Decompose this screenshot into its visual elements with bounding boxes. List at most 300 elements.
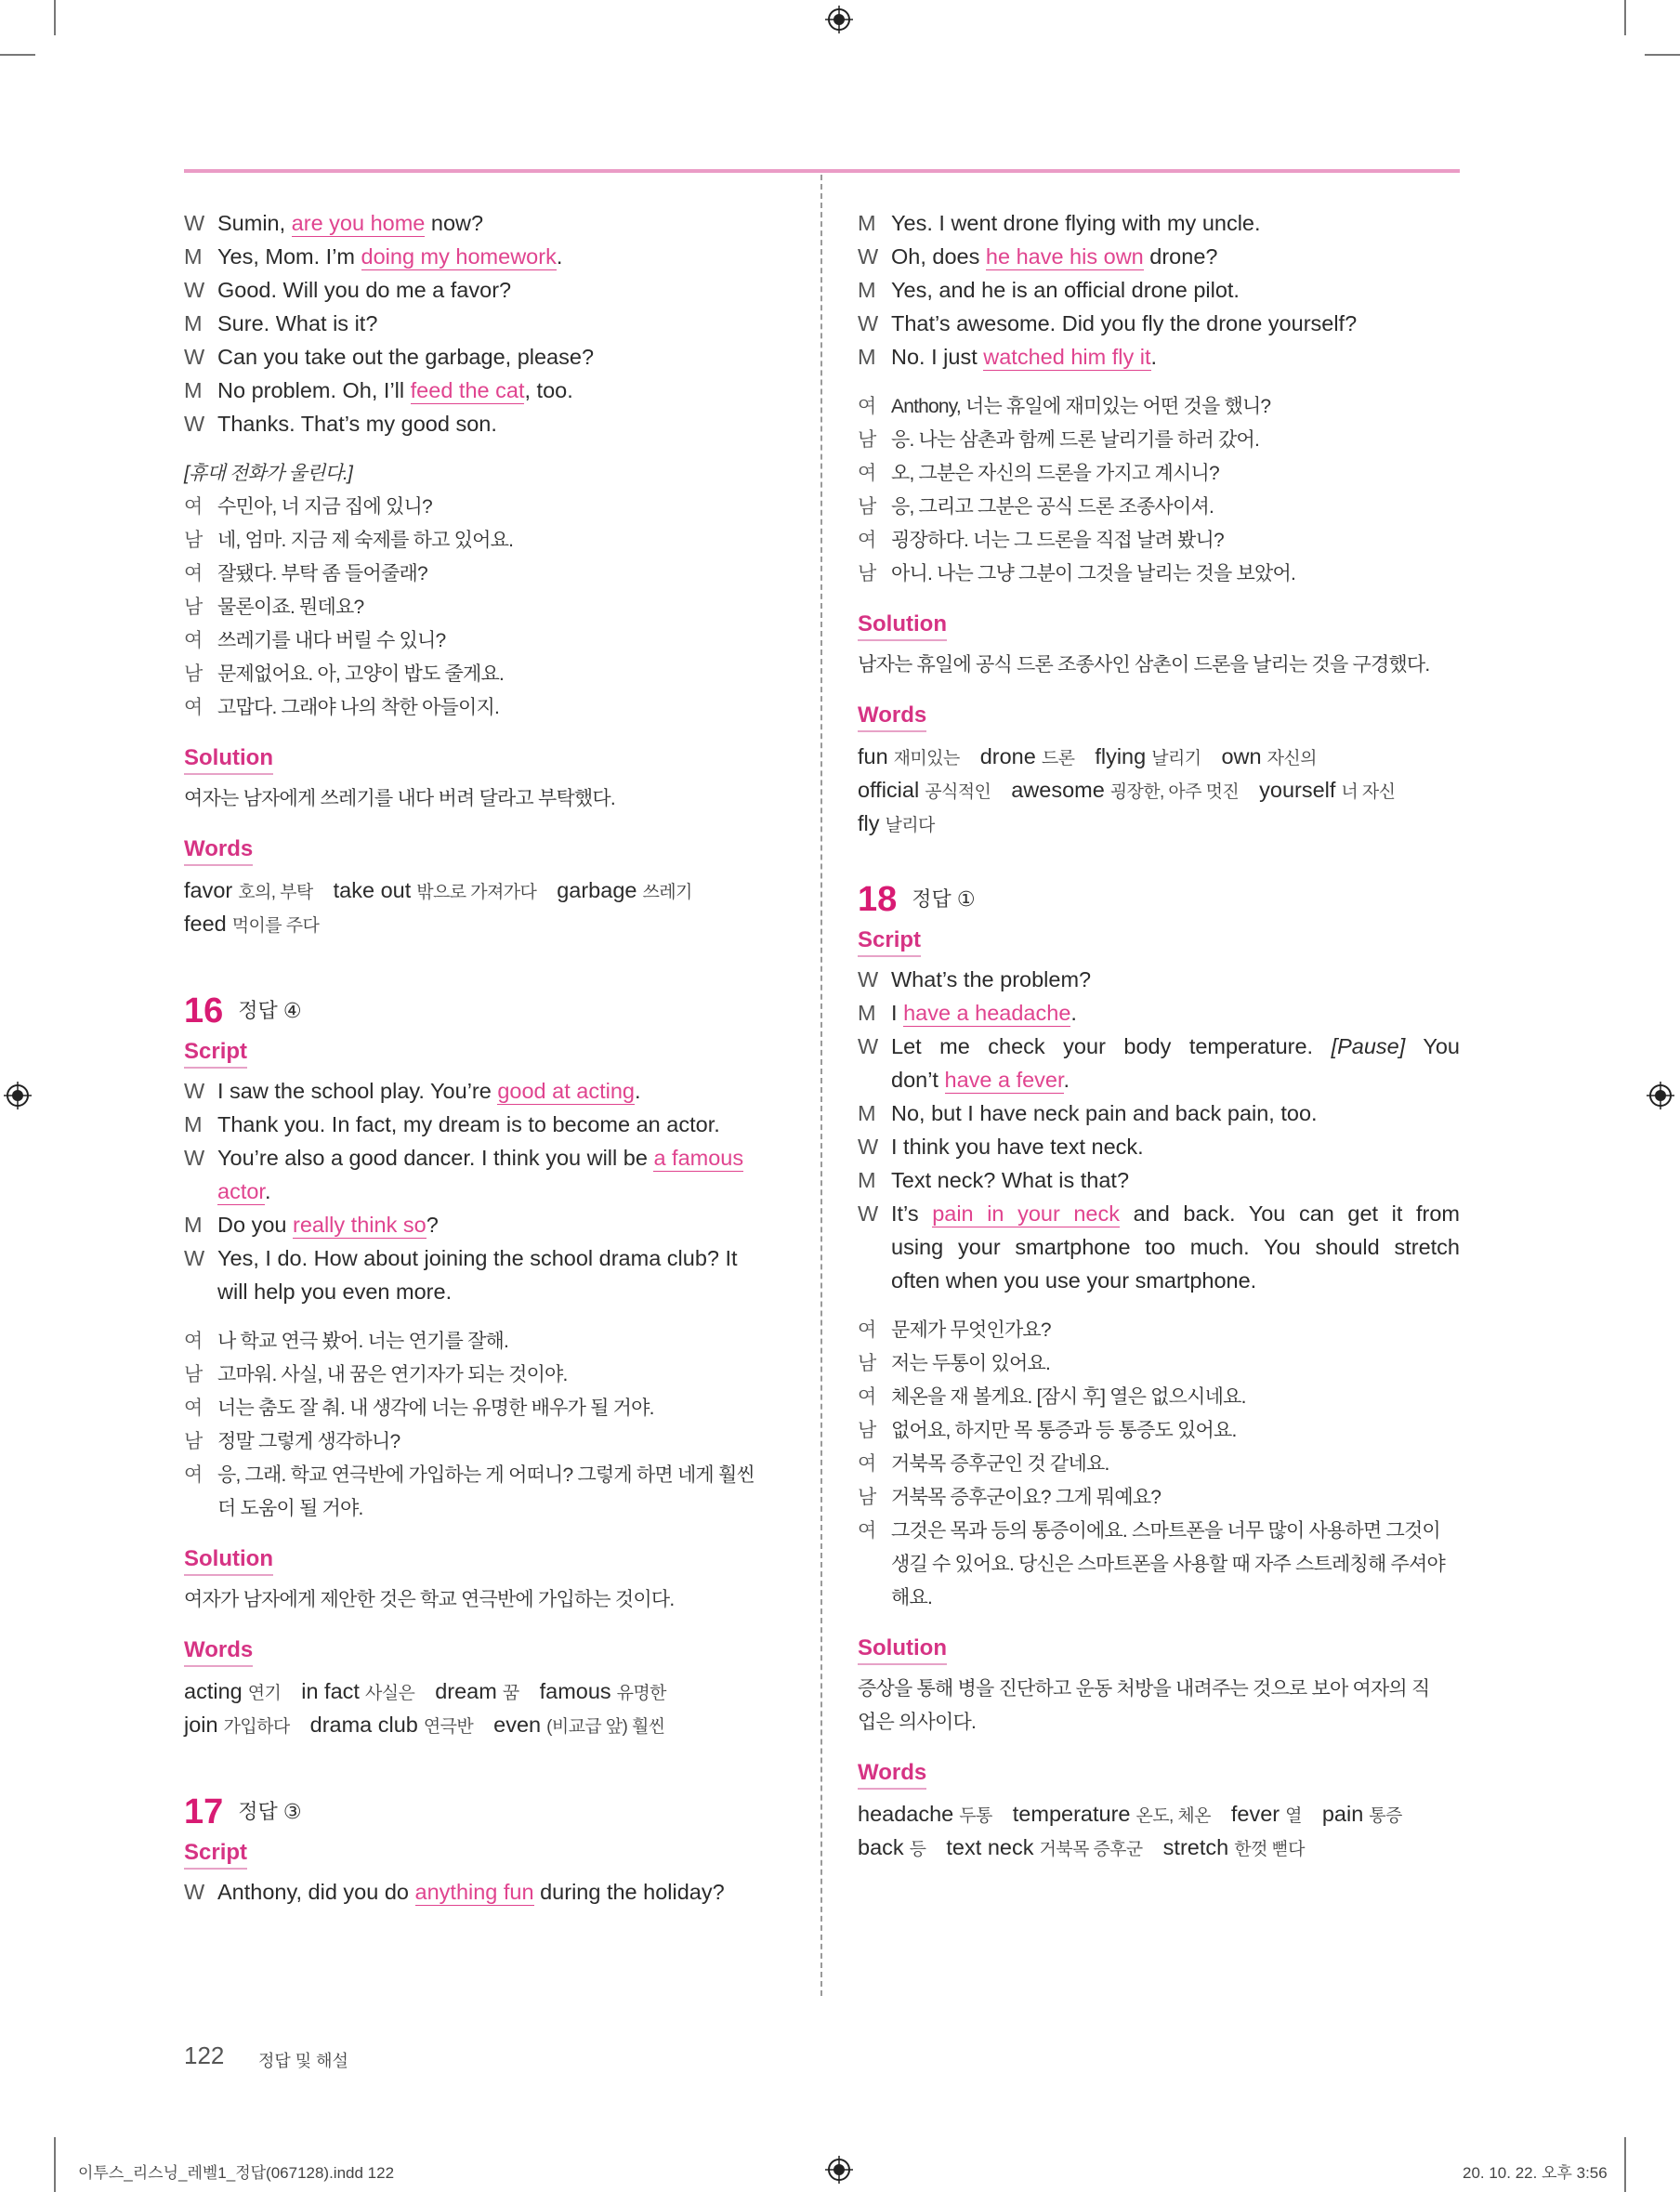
words-row — [184, 873, 786, 907]
q17-words-label: Words — [858, 702, 926, 732]
vocab-item — [1013, 1802, 1211, 1826]
speaker-label: W — [184, 1246, 205, 1270]
script-text: , too. — [524, 378, 573, 402]
vocab-word: text neck — [946, 1835, 1034, 1859]
translation-line — [184, 1325, 786, 1359]
translation-text: 물론이죠. 뭔데요? — [217, 597, 364, 618]
header-rule — [184, 169, 1460, 173]
speaker-label: 남 — [858, 563, 876, 584]
crop-mark — [1624, 2137, 1626, 2192]
q16-solution-label: Solution — [184, 1546, 273, 1576]
speaker-label: M — [858, 1101, 876, 1125]
script-text: . — [1063, 1068, 1070, 1092]
speaker-label: 여 — [858, 463, 876, 484]
vocab-word: fly — [858, 811, 880, 835]
translation-line — [184, 591, 786, 624]
q16-answer: 정답 ④ — [238, 999, 302, 1022]
speaker-label: W — [184, 345, 205, 369]
speaker-label: M — [858, 1168, 876, 1192]
words-row — [184, 1674, 786, 1708]
right-column — [858, 206, 1460, 1864]
script-text: . — [635, 1079, 641, 1103]
vocab-meaning: 연극반 — [423, 1717, 474, 1737]
script-text: No problem. Oh, I’ll — [217, 378, 411, 402]
vocab-word: stretch — [1162, 1835, 1229, 1859]
vocab-word: back — [858, 1835, 904, 1859]
q17-solution-label: Solution — [858, 611, 947, 641]
speaker-label: 여 — [858, 1386, 876, 1408]
vocab-word: feed — [184, 912, 227, 936]
vocab-word: acting — [184, 1679, 243, 1703]
q17-solution-text: 남자는 휴일에 공식 드론 조종사인 삼촌이 드론을 날리는 것을 구경했다. — [858, 654, 1430, 676]
script-text: Sumin, — [217, 211, 292, 235]
translation-line — [858, 424, 1460, 457]
speaker-label: W — [184, 412, 205, 436]
translation-line — [858, 1481, 1460, 1515]
vocab-meaning: 온도, 체온 — [1135, 1806, 1211, 1826]
script-text: will help you even more. — [217, 1280, 453, 1304]
script-line — [184, 1241, 786, 1275]
vocab-word: awesome — [1011, 778, 1105, 802]
translation-line — [858, 390, 1460, 424]
highlighted-phrase: are you home — [291, 211, 426, 235]
script-line — [858, 1264, 1460, 1297]
translation-text: 고마워. 사실, 내 꿈은 연기자가 되는 것이야. — [217, 1364, 568, 1385]
q17-number: 17 — [184, 1792, 224, 1831]
speaker-label: W — [184, 278, 205, 302]
script-text: I saw the school play. You’re — [217, 1079, 498, 1103]
speaker-label: M — [858, 211, 876, 235]
translation-line — [858, 1414, 1460, 1448]
vocab-item — [184, 878, 313, 902]
script-line — [858, 307, 1460, 340]
script-line — [184, 1275, 786, 1308]
highlighted-phrase: watched him fly it — [983, 345, 1151, 369]
script-text: That’s awesome. Did you fly the drone yourself? — [891, 311, 1358, 335]
script-text: now? — [425, 211, 484, 235]
script-text: Thank you. In fact, my dream is to become an actor. — [217, 1112, 720, 1136]
translation-line — [184, 658, 786, 691]
words-row — [184, 907, 786, 940]
script-line — [184, 1108, 786, 1141]
script-line — [184, 273, 786, 307]
vocab-item — [1095, 744, 1201, 768]
translation-text: 응, 그리고 그분은 공식 드론 조종사이셔. — [891, 496, 1214, 518]
script-text: Yes, and he is an official drone pilot. — [891, 278, 1240, 302]
script-text: . — [264, 1179, 271, 1203]
q18-words — [858, 1797, 1460, 1864]
speaker-label: W — [184, 1146, 205, 1170]
script-text: during the holiday? — [533, 1880, 725, 1904]
translation-text: 없어요, 하지만 목 통증과 등 통증도 있어요. — [891, 1420, 1237, 1441]
q17-script-label: Script — [184, 1840, 247, 1870]
translation-text: 오, 그분은 자신의 드론을 가지고 계시니? — [891, 463, 1219, 484]
script-line — [858, 996, 1460, 1030]
q18-solution-line: 업은 의사이다. — [858, 1712, 976, 1733]
script-line — [858, 273, 1460, 307]
translation-text: 거북목 증후군이요? 그게 뭐예요? — [891, 1487, 1162, 1508]
script-text: Yes, I do. How about joining the school drama club? It — [217, 1246, 738, 1270]
speaker-label: 남 — [184, 663, 203, 685]
vocab-item — [858, 1802, 992, 1826]
q17-answer: 정답 ③ — [238, 1800, 302, 1823]
q16-words-label: Words — [184, 1637, 253, 1667]
q18-script-label: Script — [858, 927, 921, 957]
crop-mark — [54, 2137, 56, 2192]
q15-note: [휴대 전화가 울린다.] — [184, 463, 353, 484]
translation-text: 응. 나는 삼촌과 함께 드론 날리기를 하러 갔어. — [891, 429, 1260, 451]
speaker-label: 여 — [184, 563, 203, 584]
vocab-item — [310, 1713, 474, 1737]
vocab-meaning: 두통 — [959, 1806, 992, 1826]
q17-words — [858, 740, 1460, 840]
vocab-meaning: 쓰레기 — [642, 883, 692, 902]
vocab-word: own — [1221, 744, 1262, 768]
vocab-meaning: 거북목 증후군 — [1039, 1840, 1143, 1859]
vocab-meaning: 등 — [909, 1840, 926, 1859]
translation-text: 더 도움이 될 거야. — [217, 1498, 363, 1519]
script-text: often when you use your smartphone. — [891, 1268, 1257, 1293]
speaker-label: 남 — [858, 1420, 876, 1441]
translation-text: 고맙다. 그래야 나의 착한 아들이지. — [217, 697, 500, 718]
q16-script-label: Script — [184, 1039, 247, 1069]
left-column — [184, 206, 786, 1909]
vocab-word: favor — [184, 878, 233, 902]
speaker-label: 여 — [184, 1398, 203, 1419]
script-text: Do you — [217, 1213, 293, 1237]
vocab-item — [858, 744, 960, 768]
q18-translation — [858, 1314, 1460, 1615]
crop-mark — [54, 0, 56, 35]
vocab-word: fever — [1230, 1802, 1280, 1826]
speaker-label: M — [858, 345, 876, 369]
highlighted-phrase: feed the cat — [410, 378, 525, 402]
script-line — [184, 307, 786, 340]
script-line — [858, 1197, 1460, 1230]
vocab-item — [184, 1713, 290, 1737]
speaker-label: W — [858, 967, 879, 991]
translation-line — [858, 1548, 1460, 1582]
q15-words-label: Words — [184, 836, 253, 866]
vocab-meaning: (비교급 앞) 훨씬 — [546, 1717, 665, 1737]
page-number: 122 — [184, 2041, 225, 2069]
script-text: You’re also a good dancer. I think you will be — [217, 1146, 654, 1170]
q17-header — [184, 1790, 786, 1834]
speaker-label: 남 — [858, 429, 876, 451]
speaker-label: M — [858, 1001, 876, 1025]
translation-line — [184, 491, 786, 524]
vocab-item — [1221, 744, 1316, 768]
speaker-label: W — [858, 311, 879, 335]
vocab-item — [946, 1835, 1142, 1859]
q18-script — [858, 963, 1460, 1297]
vocab-item — [334, 878, 537, 902]
speaker-label: 남 — [858, 1353, 876, 1374]
script-text: . — [556, 244, 563, 269]
vocab-item — [1322, 1802, 1402, 1826]
script-line — [184, 1141, 786, 1175]
speaker-label: 여 — [858, 1319, 876, 1341]
speaker-label: 남 — [858, 496, 876, 518]
translation-text: 생길 수 있어요. 당신은 스마트폰을 사용할 때 자주 스트레칭해 주셔야 — [891, 1554, 1445, 1575]
script-line — [184, 1175, 786, 1208]
vocab-word: pain — [1321, 1802, 1364, 1826]
vocab-word: in fact — [301, 1679, 360, 1703]
script-text: . — [1070, 1001, 1077, 1025]
translation-line — [184, 1359, 786, 1392]
script-line — [184, 1208, 786, 1241]
script-text: . — [1150, 345, 1158, 369]
script-line — [858, 1030, 1460, 1063]
vocab-meaning: 날리다 — [885, 816, 935, 835]
vocab-item — [184, 912, 319, 936]
vocab-word: official — [858, 778, 920, 802]
q15-solution-label: Solution — [184, 745, 273, 775]
speaker-label: M — [858, 278, 876, 302]
speaker-label: 여 — [184, 1464, 203, 1486]
vocab-meaning: 밖으로 가져가다 — [416, 883, 537, 902]
script-text: Let me check your body temperature. — [891, 1034, 1332, 1058]
translation-line — [184, 691, 786, 725]
speaker-label: W — [184, 211, 205, 235]
vocab-meaning: 사실은 — [364, 1684, 415, 1703]
vocab-item — [540, 1679, 666, 1703]
vocab-meaning: 너 자신 — [1341, 782, 1396, 802]
q18-header — [858, 877, 1460, 922]
vocab-item — [493, 1713, 664, 1737]
vocab-meaning: 유명한 — [616, 1684, 666, 1703]
script-text: Can you take out the garbage, please? — [217, 345, 595, 369]
registration-mark-icon — [4, 1082, 32, 1109]
speaker-label: W — [184, 1079, 205, 1103]
translation-line — [858, 524, 1460, 558]
vocab-word: even — [493, 1713, 542, 1737]
script-text: ? — [426, 1213, 439, 1237]
script-text: You — [1405, 1034, 1460, 1058]
translation-text: Anthony, 너는 휴일에 재미있는 어떤 것을 했니? — [891, 396, 1271, 417]
speaker-label: M — [184, 311, 203, 335]
footer-title: 정답 및 해설 — [258, 2052, 348, 2070]
script-line — [184, 1875, 786, 1909]
translation-text: 쓰레기를 내다 버릴 수 있니? — [217, 630, 446, 651]
vocab-item — [858, 778, 991, 802]
speaker-label: M — [184, 1112, 203, 1136]
script-line — [858, 206, 1460, 240]
vocab-item — [858, 811, 935, 835]
script-line — [184, 374, 786, 407]
column-divider — [820, 175, 822, 1996]
q17-script-start — [184, 1875, 786, 1909]
translation-line — [858, 1381, 1460, 1414]
vocab-item — [301, 1679, 414, 1703]
translation-line — [858, 1314, 1460, 1347]
speaker-label: M — [184, 378, 203, 402]
speaker-label: 여 — [184, 697, 203, 718]
vocab-item — [1259, 778, 1395, 802]
script-line — [858, 340, 1460, 374]
words-row — [858, 740, 1460, 773]
vocab-meaning: 한껏 뻗다 — [1234, 1840, 1305, 1859]
vocab-meaning: 굉장한, 아주 멋진 — [1109, 782, 1240, 802]
translation-text: 체온을 재 볼게요. [잠시 후] 열은 없으시네요. — [891, 1386, 1246, 1408]
q15-solution-text: 여자는 남자에게 쓰레기를 내다 버려 달라고 부탁했다. — [184, 788, 615, 809]
q16-translation — [184, 1325, 786, 1526]
crop-mark — [1645, 54, 1680, 56]
speaker-label: 여 — [858, 396, 876, 417]
q18-words-label: Words — [858, 1760, 926, 1790]
vocab-meaning: 열 — [1285, 1806, 1302, 1826]
words-row — [858, 1831, 1460, 1864]
words-row — [858, 807, 1460, 840]
q15-words — [184, 873, 786, 940]
script-text: Sure. What is it? — [217, 311, 378, 335]
q18-answer: 정답 ① — [912, 887, 976, 911]
vocab-item — [557, 878, 692, 902]
speaker-label: W — [858, 1135, 879, 1159]
vocab-word: flying — [1095, 744, 1147, 768]
translation-text: 네, 엄마. 지금 제 숙제를 하고 있어요. — [217, 530, 514, 551]
registration-mark-icon — [825, 2156, 853, 2184]
script-line — [184, 340, 786, 374]
translation-text: 잘됐다. 부탁 좀 들어줄래? — [217, 563, 427, 584]
highlighted-phrase: he have his own — [985, 244, 1144, 269]
translation-line — [184, 1459, 786, 1492]
speaker-label: 여 — [858, 530, 876, 551]
speaker-label: W — [858, 1034, 879, 1058]
q17-translation — [858, 390, 1460, 591]
vocab-item — [858, 1835, 925, 1859]
script-text: and back. You can get it from — [1120, 1201, 1460, 1226]
script-text: Oh, does — [891, 244, 986, 269]
highlighted-phrase: good at acting — [497, 1079, 635, 1103]
script-text: Thanks. That’s my good son. — [217, 412, 497, 436]
translation-text: 거북목 증후군인 것 같네요. — [891, 1453, 1109, 1475]
q18-solution-line: 증상을 통해 병을 진단하고 운동 처방을 내려주는 것으로 보아 여자의 직 — [858, 1678, 1430, 1700]
translation-line — [858, 457, 1460, 491]
vocab-meaning: 꿈 — [502, 1684, 519, 1703]
vocab-word: famous — [539, 1679, 611, 1703]
translation-text: 해요. — [891, 1587, 933, 1608]
vocab-item — [435, 1679, 518, 1703]
highlighted-phrase: actor — [217, 1179, 265, 1203]
speaker-label: 여 — [184, 496, 203, 518]
translation-text: 문제가 무엇인가요? — [891, 1319, 1051, 1341]
vocab-word: drama club — [309, 1713, 418, 1737]
highlighted-phrase: have a headache — [903, 1001, 1071, 1025]
vocab-meaning: 공식적인 — [925, 782, 991, 802]
translation-line — [858, 558, 1460, 591]
vocab-meaning: 자신의 — [1267, 749, 1317, 768]
vocab-item — [1231, 1802, 1302, 1826]
translation-line — [184, 1425, 786, 1459]
highlighted-phrase: pain in your neck — [932, 1201, 1121, 1226]
translation-text: 응, 그래. 학교 연극반에 가입하는 게 어떠니? 그렇게 하면 네게 훨씬 — [217, 1464, 755, 1486]
vocab-meaning: 드론 — [1041, 749, 1075, 768]
script-text: Good. Will you do me a favor? — [217, 278, 512, 302]
highlighted-phrase: anything fun — [414, 1880, 534, 1904]
vocab-item — [1011, 778, 1239, 802]
slug-date: 20. 10. 22. 오후 3:56 — [1463, 2164, 1608, 2182]
script-line — [858, 963, 1460, 996]
speaker-label: 여 — [858, 1520, 876, 1542]
vocab-meaning: 호의, 부탁 — [238, 883, 313, 902]
q18-solution-label: Solution — [858, 1635, 947, 1665]
translation-text: 정말 그렇게 생각하니? — [217, 1431, 400, 1452]
crop-mark — [0, 54, 35, 56]
speaker-label: 남 — [184, 1364, 203, 1385]
script-text: Anthony, did you do — [217, 1880, 415, 1904]
vocab-word: dream — [435, 1679, 497, 1703]
translation-text: 그것은 목과 등의 통증이에요. 스마트폰을 너무 많이 사용하면 그것이 — [891, 1520, 1440, 1542]
script-line — [184, 206, 786, 240]
script-text: drone? — [1143, 244, 1218, 269]
registration-mark-icon — [825, 6, 853, 33]
translation-line — [184, 558, 786, 591]
q15-translation — [184, 491, 786, 725]
highlighted-phrase: really think so — [293, 1213, 427, 1237]
vocab-meaning: 가입하다 — [223, 1717, 290, 1737]
translation-text: 아니. 나는 그냥 그분이 그것을 날리는 것을 보았어. — [891, 563, 1296, 584]
script-text: don’t — [891, 1068, 945, 1092]
translation-text: 나 학교 연극 봤어. 너는 연기를 잘해. — [217, 1331, 509, 1352]
words-row — [858, 773, 1460, 807]
script-line — [184, 407, 786, 440]
q16-header — [184, 989, 786, 1033]
vocab-word: drone — [979, 744, 1036, 768]
speaker-label: W — [858, 244, 879, 269]
highlighted-phrase: have a fever — [944, 1068, 1064, 1092]
script-text: No. I just — [891, 345, 984, 369]
q16-script — [184, 1074, 786, 1308]
script-text: No, but I have neck pain and back pain, too. — [891, 1101, 1318, 1125]
translation-line — [184, 1392, 786, 1425]
vocab-item — [184, 1679, 281, 1703]
q16-solution-text: 여자가 남자에게 제안한 것은 학교 연극반에 가입하는 것이다. — [184, 1589, 675, 1610]
script-text: I think you have text neck. — [891, 1135, 1144, 1159]
crop-mark — [1624, 0, 1626, 35]
translation-text: 수민아, 너 지금 집에 있니? — [217, 496, 432, 518]
speaker-label: 여 — [184, 1331, 203, 1352]
script-line — [858, 240, 1460, 273]
script-text: It’s — [891, 1201, 933, 1226]
speaker-label: M — [184, 1213, 203, 1237]
script-line — [184, 1074, 786, 1108]
q16-number: 16 — [184, 991, 224, 1030]
vocab-word: temperature — [1012, 1802, 1131, 1826]
highlighted-phrase: doing my homework — [361, 244, 557, 269]
script-line — [858, 1063, 1460, 1096]
vocab-item — [980, 744, 1075, 768]
script-text: [Pause] — [1331, 1034, 1406, 1058]
script-text: Yes, Mom. I’m — [217, 244, 361, 269]
speaker-label: 남 — [184, 597, 203, 618]
translation-line — [858, 1582, 1460, 1615]
translation-text: 너는 춤도 잘 춰. 내 생각에 너는 유명한 배우가 될 거야. — [217, 1398, 654, 1419]
translation-line — [184, 524, 786, 558]
script-line — [858, 1096, 1460, 1130]
vocab-word: yourself — [1259, 778, 1336, 802]
script-text: I — [891, 1001, 904, 1025]
speaker-label: 남 — [184, 530, 203, 551]
q16-words — [184, 1674, 786, 1741]
script-line — [858, 1163, 1460, 1197]
translation-line — [858, 1347, 1460, 1381]
words-row — [184, 1708, 786, 1741]
q15-script — [184, 206, 786, 440]
vocab-meaning: 날리기 — [1151, 749, 1201, 768]
vocab-word: headache — [858, 1802, 954, 1826]
slug-file: 이투스_리스닝_레벨1_정답(067128).indd 122 — [78, 2164, 395, 2182]
